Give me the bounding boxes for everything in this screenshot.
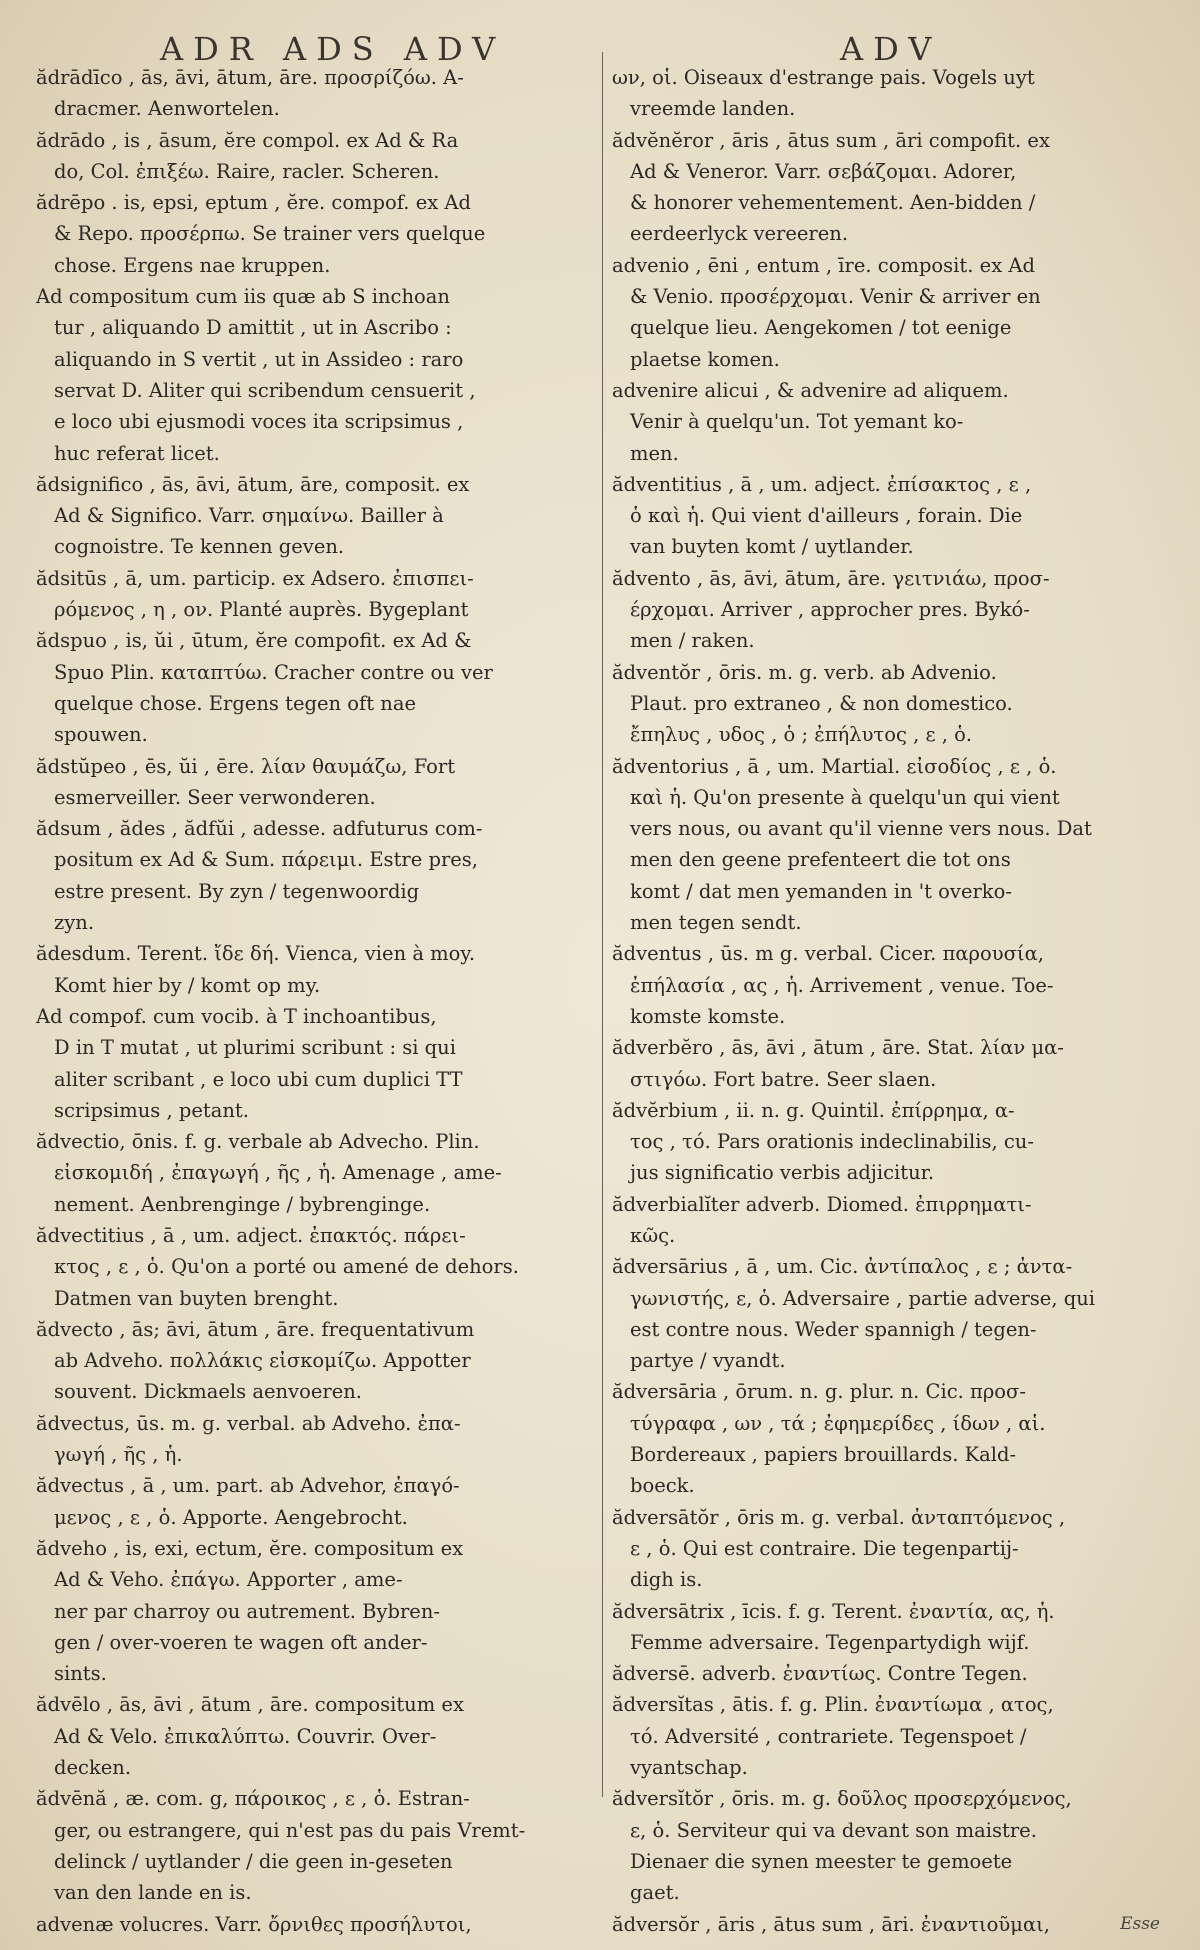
entry-line: quelque lieu. Aengekomen / tot eenige (630, 316, 1012, 340)
entry-line: ε , ὁ. Qui est contraire. Die tegenpartij- (630, 1536, 1019, 1560)
entry-line: ădversĭtas , ātis. f. g. Plin. ἐναντίωμα , ατος, (612, 1693, 1054, 1717)
entry-line: Femme adversaire. Tegenpartydigh wijf. (630, 1630, 1030, 1654)
entry-line: ner par charroy ou autrement. Bybren- (54, 1599, 440, 1623)
entry-line: positum ex Ad & Sum. πάρειμι. Estre pres, (54, 848, 479, 872)
dictionary-entry (612, 62, 1178, 125)
catchword: Esse (1120, 1914, 1160, 1934)
entry-line: men tegen sendt. (630, 911, 802, 935)
entry-line: nement. Aenbrenginge / bybrenginge. (54, 1192, 431, 1216)
entry-line: Ad compositum cum iis quæ ab S inchoan (36, 285, 450, 309)
dictionary-entry (612, 1095, 1178, 1189)
entry-line: scripsimus , petant. (54, 1098, 249, 1122)
entry-line: Datmen van buyten brenght. (54, 1286, 339, 1310)
dictionary-entry (612, 1783, 1178, 1908)
entry-line: quelque chose. Ergens tegen oft nae (54, 691, 416, 715)
entry-line: τύγραφα , ων , τά ; ἐφημερίδες , ίδων , αἱ. (630, 1411, 1046, 1435)
entry-line: ădvectio, ōnis. f. g. verbale ab Advecho. Plin. (36, 1130, 480, 1154)
entry-line: γωνιστής, ε, ὁ. Adversaire , partie adverse, qui (630, 1286, 1096, 1310)
entry-line: ădsignifico , ās, āvi, ātum, āre, composit. ex (36, 472, 470, 496)
entry-line: komste komste. (630, 1004, 786, 1028)
entry-line: delinck / uytlander / die geen in-geseten (54, 1849, 453, 1873)
entry-line: ὁ καὶ ἡ. Qui vient d'ailleurs , forain. Die (630, 504, 1023, 528)
dictionary-entry (612, 1189, 1178, 1252)
entry-line: τος , τό. Pars orationis indeclinabilis, cu- (630, 1130, 1034, 1154)
entry-line: servat D. Aliter qui scribendum censuerit , (54, 378, 476, 402)
dictionary-entry (612, 563, 1178, 657)
entry-line: zyn. (54, 911, 95, 935)
dictionary-entry (36, 1314, 596, 1408)
entry-line: Ad compof. cum vocib. à T inchoantibus, (36, 1004, 437, 1028)
entry-line: & Repo. προσέρπω. Se trainer vers quelque (54, 222, 486, 246)
dictionary-entry (612, 1689, 1178, 1783)
dictionary-entry (612, 1251, 1178, 1376)
dictionary-entry (612, 1658, 1178, 1689)
dictionary-entry (612, 469, 1178, 563)
entry-line: έρχομαι. Arriver , approcher pres. Bykó- (630, 598, 1030, 622)
dictionary-entry (36, 751, 596, 814)
entry-line: dracmer. Aenwortelen. (54, 97, 280, 121)
dictionary-entry (36, 1220, 596, 1314)
entry-line: ων, οἱ. Oiseaux d'estrange pais. Vogels uyt (612, 66, 1035, 89)
dictionary-entry (612, 1376, 1178, 1501)
entry-line: cognoistre. Te kennen geven. (54, 535, 345, 559)
entry-line: men. (630, 441, 679, 465)
entry-line: ădversārius , ā , um. Cic. ἀντίπαλος , ε ; ἀντα- (612, 1255, 1073, 1279)
entry-line: ădverbialĭter adverb. Diomed. ἐπιρρηματι- (612, 1192, 1032, 1216)
entry-line: εἰσκομιδή , ἐπαγωγή , ῆς , ἡ. Amenage , ame- (54, 1161, 502, 1185)
left-column (36, 62, 596, 1936)
entry-line: στιγόω. Fort batre. Seer slaen. (630, 1067, 937, 1091)
entry-line: sints. (54, 1662, 107, 1686)
entry-line: ădveho , is, exi, ectum, ĕre. compositum ex (36, 1536, 464, 1560)
dictionary-entry (36, 1470, 596, 1533)
entry-line: ădventorius , ā , um. Martial. εἰσοδίος , ε , ὁ. (612, 754, 1057, 778)
entry-line: ădvectus , ā , um. part. ab Advehor, ἐπαγό- (36, 1474, 460, 1498)
entry-line: decken. (54, 1756, 132, 1780)
entry-line: D in T mutat , ut plurimi scribunt : si qui (54, 1036, 456, 1060)
entry-line: γωγή , ῆς , ἡ. (54, 1443, 183, 1467)
dictionary-entry (36, 187, 596, 281)
entry-line: ε, ὁ. Serviteur qui va devant son maistre. (630, 1818, 1037, 1842)
entry-line: ădventus , ūs. m g. verbal. Cicer. παρουσία, (612, 942, 1044, 966)
entry-line: aliquando in S vertit , ut in Assideo : raro (54, 347, 464, 371)
dictionary-entry (612, 1596, 1178, 1659)
entry-line: tur , aliquando D amittit , ut in Ascribo : (54, 316, 452, 340)
column-divider (602, 52, 603, 1797)
entry-line: ădvēlo , ās, āvi , ātum , āre. compositum ex (36, 1693, 464, 1717)
entry-line: digh is. (630, 1568, 703, 1592)
entry-line: ădventitius , ā , um. adject. ἐπίσακτος , ε , (612, 472, 1032, 496)
dictionary-entry (36, 1689, 596, 1783)
entry-line: plaetse komen. (630, 347, 780, 371)
entry-line: komt / dat men yemanden in 't overko- (630, 879, 1012, 903)
entry-line: jus significatio verbis adjicitur. (630, 1161, 935, 1185)
entry-line: advenio , ēni , entum , īre. composit. ex Ad (612, 253, 1035, 277)
dictionary-entry (36, 1783, 596, 1908)
entry-line: advenire alicui , & advenire ad aliquem. (612, 378, 1009, 402)
right-column (612, 62, 1178, 1936)
entry-line: κῶς. (630, 1223, 676, 1247)
entry-line: Komt hier by / komt op my. (54, 973, 321, 997)
dictionary-entry (612, 1909, 1178, 1940)
entry-line: Ad & Veneror. Varr. σεβάζομαι. Adorer, (630, 159, 1017, 183)
entry-line: Plaut. pro extraneo , & non domestico. (630, 691, 1013, 715)
entry-line: ρόμενος , η , ον. Planté auprès. Bygeplant (54, 598, 469, 622)
entry-line: ădsum , ădes , ădfŭi , adesse. adfuturus com- (36, 817, 483, 841)
entry-line: ădvĕrbium , ii. n. g. Quintil. ἐπίρρημα, α- (612, 1098, 1015, 1122)
entry-line: Bordereaux , papiers brouillards. Kald- (630, 1443, 1017, 1467)
entry-line: Ad & Veho. ἐπάγω. Apporter , ame- (54, 1568, 403, 1592)
entry-line: e loco ubi ejusmodi voces ita scripsimus , (54, 410, 464, 434)
entry-line: ădversātŏr , ōris m. g. verbal. ἀνταπτόμενος , (612, 1505, 1066, 1529)
dictionary-entry (612, 375, 1178, 469)
entry-line: men / raken. (630, 629, 755, 653)
entry-line: eerdeerlyck vereeren. (630, 222, 849, 246)
entry-line: τό. Adversité , contrariete. Tegenspoet / (630, 1724, 1027, 1748)
dictionary-entry (36, 1408, 596, 1471)
right-running-head: ADV (840, 30, 942, 68)
dictionary-entry (36, 1909, 596, 1940)
entry-line: ădrādīco , ās, āvi, ātum, āre. προσρίζόω. A- (36, 66, 464, 89)
entry-line: souvent. Dickmaels aenvoeren. (54, 1380, 363, 1404)
entry-line: ădversĭtŏr , ōris. m. g. δοῦλος προσερχόμενος, (612, 1787, 1072, 1811)
entry-line: Venir à quelqu'un. Tot yemant ko- (630, 410, 964, 434)
entry-line: ădversātrix , īcis. f. g. Terent. ἐναντία, ας, ἡ. (612, 1599, 1055, 1623)
entry-line: ădspuo , is, ŭi , ūtum, ĕre compofit. ex Ad & (36, 629, 472, 653)
entry-line: vers nous, ou avant qu'il vienne vers nous. Dat (630, 817, 1092, 841)
entry-line: ădversŏr , āris , ātus sum , āri. ἐναντιοῦμαι, (612, 1912, 1050, 1936)
left-running-head: ADR ADS ADV (160, 30, 506, 68)
entry-line: huc referat licet. (54, 441, 220, 465)
dictionary-entry (612, 938, 1178, 1032)
dictionary-entry (612, 250, 1178, 375)
entry-line: spouwen. (54, 723, 148, 747)
entry-line: est contre nous. Weder spannigh / tegen- (630, 1317, 1037, 1341)
entry-line: ădvĕnĕror , āris , ātus sum , āri compofit. ex (612, 128, 1050, 152)
entry-line: ădesdum. Terent. ἴδε δή. Vienca, vien à moy. (36, 942, 476, 966)
dictionary-entry (36, 469, 596, 563)
entry-line: ădversē. adverb. ἐναντίως. Contre Tegen. (612, 1662, 1028, 1686)
dictionary-entry (612, 125, 1178, 250)
entry-line: gen / over-voeren te wagen oft ander- (54, 1630, 428, 1654)
dictionary-entry (612, 1502, 1178, 1596)
entry-line: ădrādo , is , āsum, ĕre compol. ex Ad & Ra (36, 128, 459, 152)
entry-line: ădverbĕro , ās, āvi , ātum , āre. Stat. λίαν μα- (612, 1036, 1064, 1060)
entry-line: ădrēpo . is, epsi, eptum , ĕre. compof. ex Ad (36, 191, 471, 215)
entry-line: van buyten komt / uytlander. (630, 535, 914, 559)
entry-line: partye / vyandt. (630, 1349, 786, 1373)
entry-line: vyantschap. (630, 1756, 748, 1780)
dictionary-entry (36, 1126, 596, 1220)
entry-line: aliter scribant , e loco ubi cum duplici TT (54, 1067, 463, 1091)
entry-line: boeck. (630, 1474, 695, 1498)
entry-line: estre present. By zyn / tegenwoordig (54, 879, 420, 903)
dictionary-entry (612, 1032, 1178, 1095)
dictionary-entry (36, 813, 596, 938)
entry-line: chose. Ergens nae kruppen. (54, 253, 331, 277)
entry-line: Spuo Plin. καταπτύω. Cracher contre ou ver (54, 660, 493, 684)
dictionary-entry (36, 62, 596, 125)
dictionary-entry (36, 1001, 596, 1126)
entry-line: ădvectus, ūs. m. g. verbal. ab Adveho. ἐπα- (36, 1411, 461, 1435)
entry-line: ἔπηλυς , υδος , ὁ ; ἐπήλυτος , ε , ὁ. (630, 723, 973, 747)
entry-line: καὶ ἡ. Qu'on presente à quelqu'un qui vient (630, 785, 1060, 809)
dictionary-entry (36, 563, 596, 626)
entry-line: ădsitūs , ā, um. particip. ex Adsero. ἐπισπει- (36, 566, 474, 590)
dictionary-entry (612, 751, 1178, 939)
entry-line: van den lande en is. (54, 1881, 252, 1905)
entry-line: ădvento , ās, āvi, ātum, āre. γειτνιάω, προσ- (612, 566, 1050, 590)
entry-line: μενος , ε , ὁ. Apporte. Aengebrocht. (54, 1505, 408, 1529)
entry-line: & honorer vehementement. Aen-bidden / (630, 191, 1036, 215)
entry-line: do, Col. ἐπιξέω. Raire, racler. Scheren. (54, 159, 440, 183)
entry-line: ab Adveho. πολλάκις εἰσκομίζω. Appotter (54, 1349, 471, 1373)
entry-line: ădventŏr , ōris. m. g. verb. ab Advenio. (612, 660, 997, 684)
entry-line: vreemde landen. (630, 97, 796, 121)
dictionary-entry (612, 657, 1178, 751)
entry-line: ădvecto , ās; āvi, ātum , āre. frequentativum (36, 1317, 475, 1341)
entry-line: ădvēnă , æ. com. g, πάροικος , ε , ὁ. Estran- (36, 1787, 470, 1811)
entry-line: esmerveiller. Seer verwonderen. (54, 785, 376, 809)
entry-line: advenæ volucres. Varr. ὄρνιθες προσήλυτοι, (36, 1912, 472, 1936)
entry-line: ἐπήλασία , ας , ἡ. Arrivement , venue. Toe- (630, 973, 1054, 997)
dictionary-entry (36, 125, 596, 188)
dictionary-entry (36, 1533, 596, 1689)
entry-line: Ad & Velo. ἐπικαλύπτω. Couvrir. Over- (54, 1724, 437, 1748)
entry-line: ădstŭpeo , ēs, ŭi , ēre. λίαν θαυμάζω, Fort (36, 754, 456, 778)
dictionary-entry (36, 281, 596, 469)
entry-line: ger, ou estrangere, qui n'est pas du pais Vremt- (54, 1818, 526, 1842)
dictionary-entry (36, 625, 596, 750)
entry-line: Dienaer die synen meester te gemoete (630, 1849, 1013, 1873)
entry-line: ădversāria , ōrum. n. g. plur. n. Cic. προσ- (612, 1380, 1026, 1404)
entry-line: ădvectitius , ā , um. adject. ἐπακτός. πάρει- (36, 1223, 466, 1247)
entry-line: κτος , ε , ὁ. Qu'on a porté ou amené de dehors. (54, 1255, 519, 1279)
dictionary-entry (36, 938, 596, 1001)
entry-line: gaet. (630, 1881, 680, 1905)
entry-line: men den geene prefenteert die tot ons (630, 848, 1011, 872)
entry-line: & Venio. προσέρχομαι. Venir & arriver en (630, 285, 1041, 309)
entry-line: Ad & Significo. Varr. σημαίνω. Bailler à (54, 504, 444, 528)
